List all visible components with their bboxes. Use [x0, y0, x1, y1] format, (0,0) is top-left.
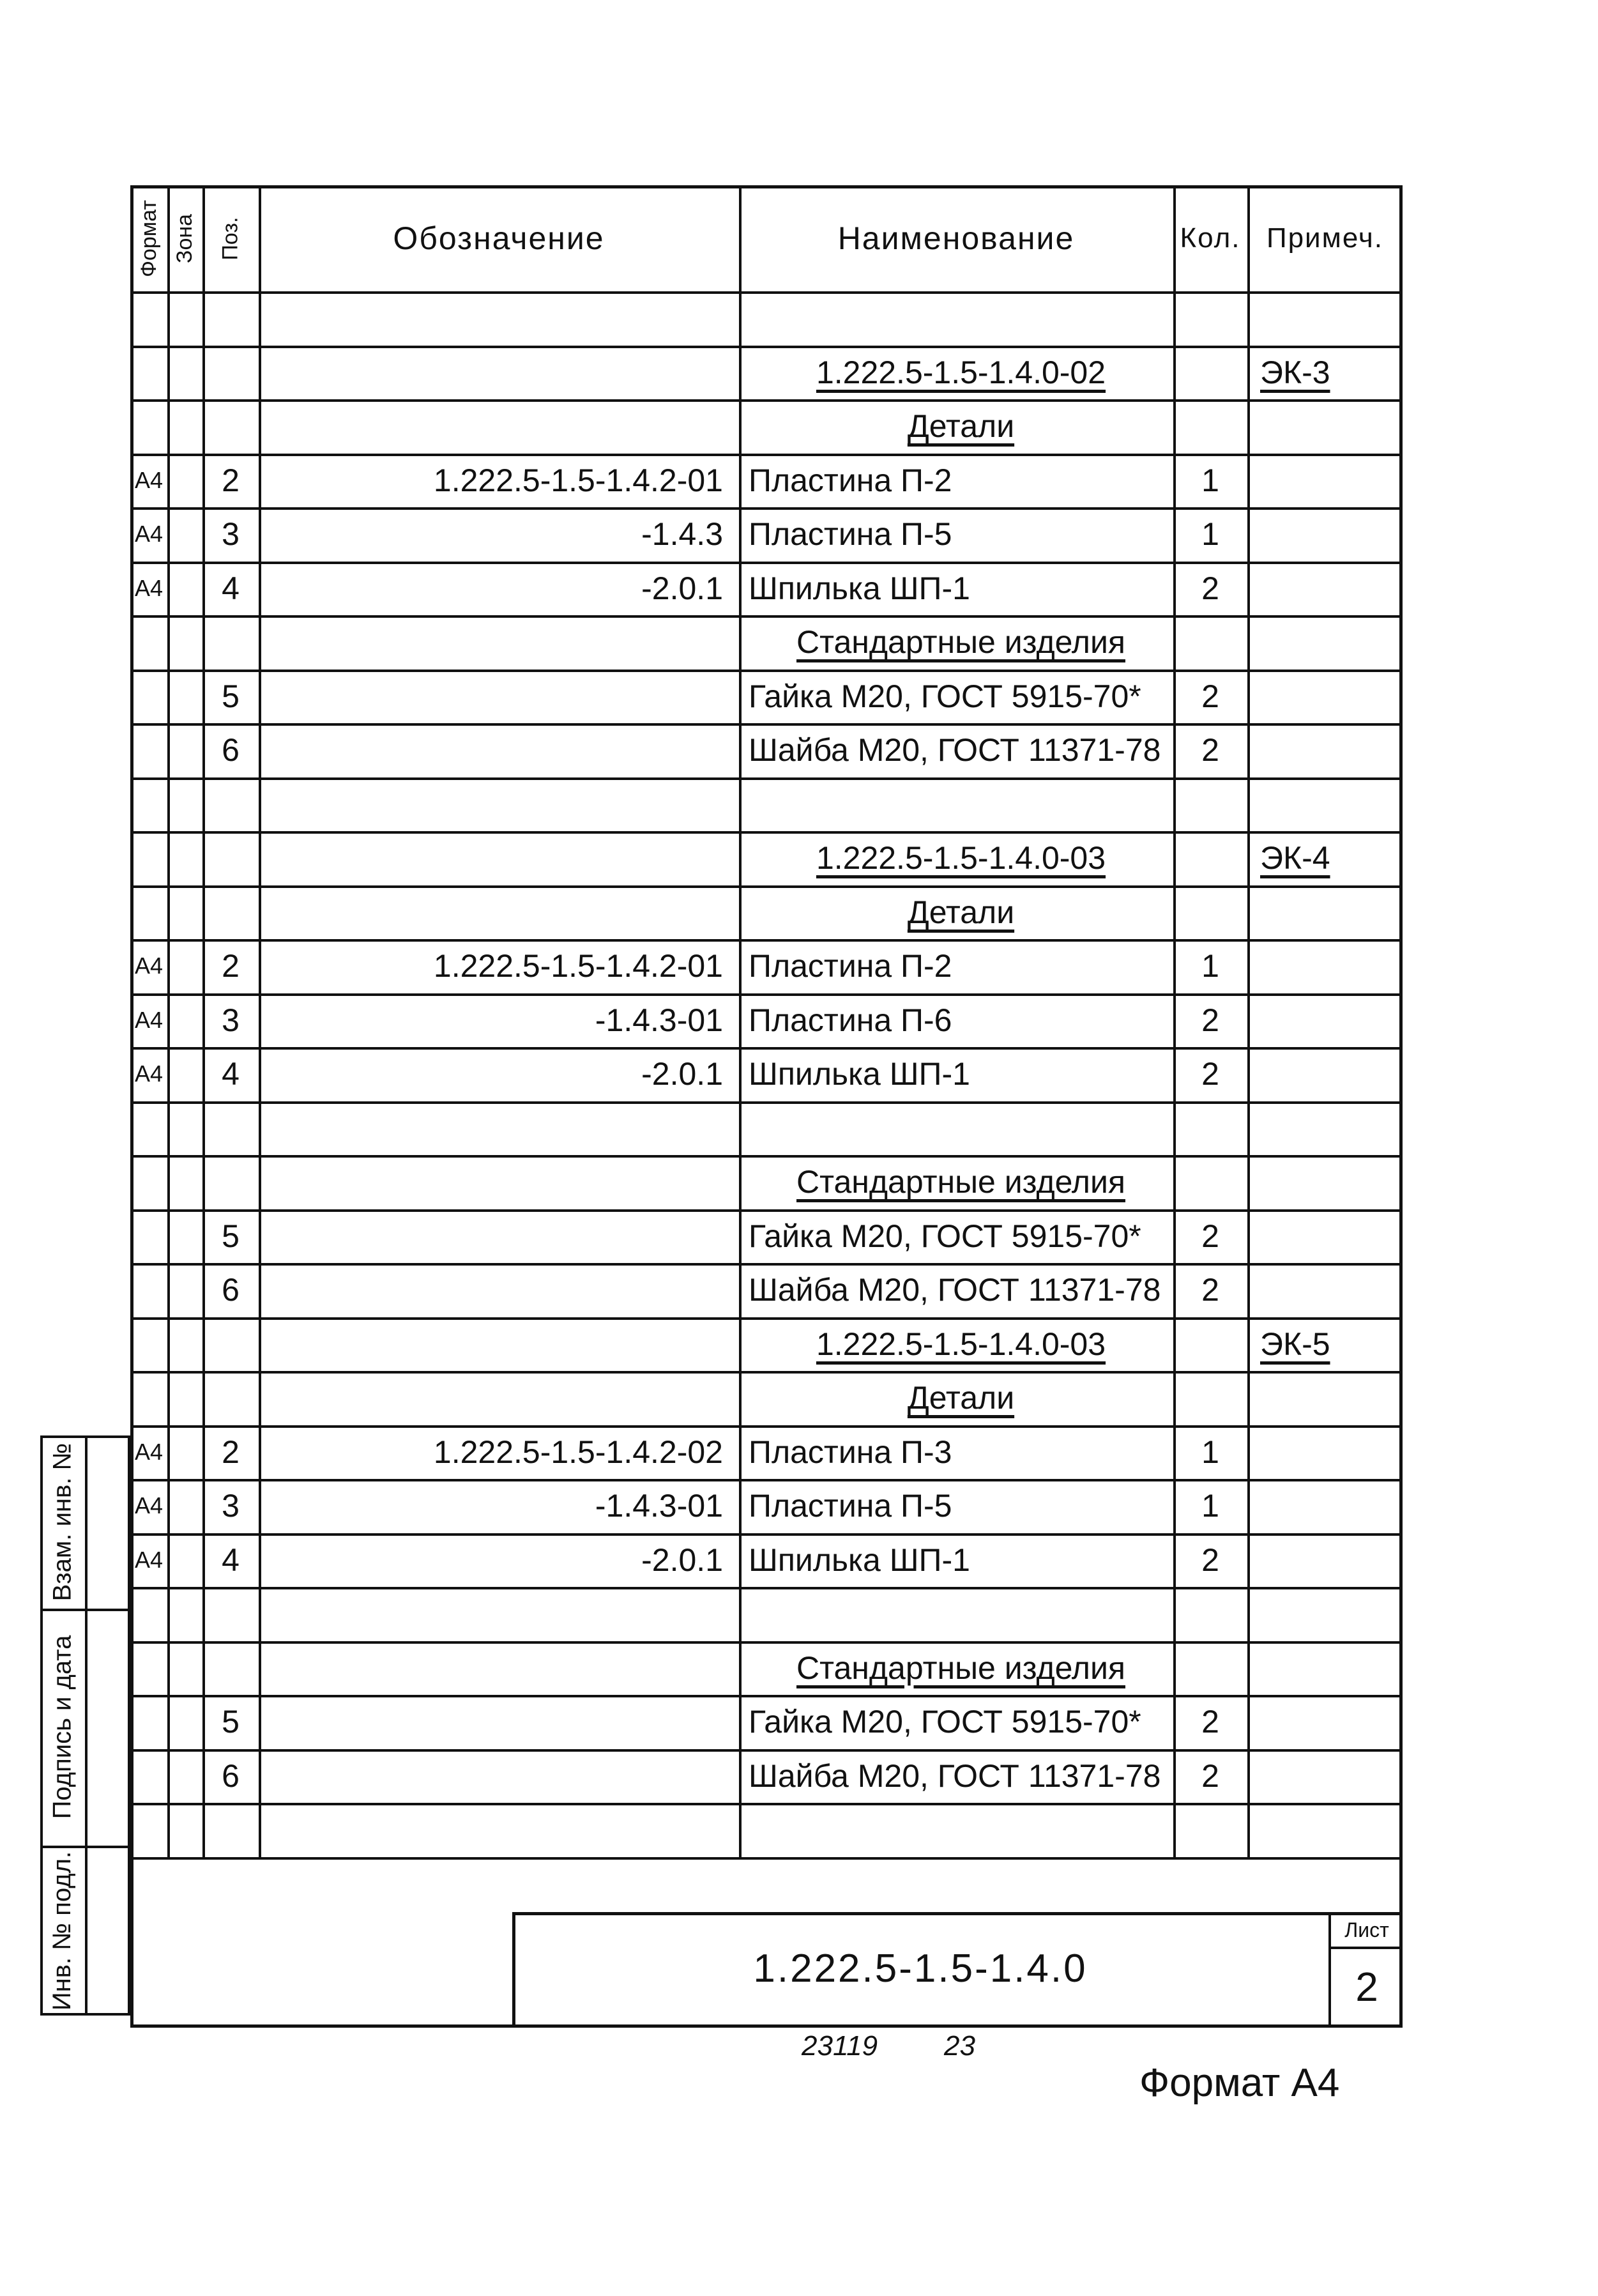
cell-pos — [202, 1425, 259, 1479]
cell-designation-text: 1.222.5-1.5-1.4.2-01 — [433, 462, 723, 498]
cell-pos-text: 3 — [222, 1002, 240, 1038]
cell-qty-text: 2 — [1201, 1704, 1219, 1740]
cell-name-text: Детали — [907, 894, 1015, 930]
cell-qty — [1173, 562, 1247, 615]
cell-qty — [1173, 1533, 1247, 1587]
cell-name — [739, 1695, 1173, 1749]
cell-format — [130, 562, 167, 615]
cell-pos-text: 4 — [222, 570, 240, 606]
cell-qty — [1173, 507, 1247, 561]
cell-note-text: ЭК-4 — [1260, 840, 1330, 876]
cell-name — [739, 831, 1173, 885]
cell-name — [739, 1533, 1173, 1587]
cell-name-text: Пластина П-5 — [749, 1488, 952, 1524]
cell-format-text: А4 — [134, 1492, 164, 1519]
cell-format — [130, 1425, 167, 1479]
cell-pos-text: 4 — [222, 1542, 240, 1578]
cell-name — [739, 562, 1173, 615]
cell-format — [130, 1047, 167, 1101]
signature-date-label: Подпись и дата — [48, 1635, 77, 1819]
cell-qty — [1173, 1209, 1247, 1263]
cell-qty — [1173, 939, 1247, 993]
cell-format — [130, 939, 167, 993]
sheet-number: 2 — [1355, 1964, 1378, 2010]
cell-pos-text: 4 — [222, 1056, 240, 1092]
header-zone-label: Зона — [172, 213, 197, 263]
cell-format-text: А4 — [134, 1060, 164, 1087]
cell-pos-text: 3 — [222, 1488, 240, 1524]
cell-name-text: Гайка М20, ГОСТ 5915-70* — [749, 678, 1141, 714]
cell-name — [739, 885, 1173, 939]
row-divider — [130, 1101, 1403, 1104]
cell-name-text: Стандартные изделия — [796, 624, 1125, 660]
cell-designation — [259, 1479, 739, 1533]
cell-designation — [259, 454, 739, 507]
cell-name-text: 1.222.5-1.5-1.4.0-02 — [816, 354, 1106, 390]
cell-name — [739, 1155, 1173, 1209]
cell-qty — [1173, 1047, 1247, 1101]
cell-name-text: Шайба М20, ГОСТ 11371-78 — [749, 732, 1161, 768]
cell-name — [739, 1371, 1173, 1425]
cell-qty-text: 2 — [1201, 732, 1219, 768]
cell-designation — [259, 993, 739, 1047]
sheet-label: Лист — [1344, 1918, 1389, 1941]
cell-designation — [259, 1047, 739, 1101]
cell-name-text: Пластина П-6 — [749, 1002, 952, 1038]
cell-note-text: ЭК-3 — [1260, 354, 1330, 390]
row-divider — [130, 1803, 1403, 1805]
cell-name — [739, 399, 1173, 453]
cell-designation-text: -2.0.1 — [641, 570, 723, 606]
cell-format — [130, 1479, 167, 1533]
cell-qty — [1173, 1425, 1247, 1479]
cell-qty-text: 2 — [1201, 1757, 1219, 1794]
cell-note — [1247, 831, 1403, 885]
cell-qty — [1173, 1263, 1247, 1317]
cell-name-text: Детали — [907, 1380, 1015, 1416]
header-designation: Обозначение — [393, 220, 605, 256]
cell-qty-text: 1 — [1201, 1488, 1219, 1524]
cell-designation — [259, 1425, 739, 1479]
cell-name — [739, 454, 1173, 507]
cell-pos — [202, 1209, 259, 1263]
signature-date-field — [40, 1609, 85, 1846]
cell-qty — [1173, 670, 1247, 723]
cell-name-text: Гайка М20, ГОСТ 5915-70* — [749, 1704, 1141, 1740]
cell-pos — [202, 993, 259, 1047]
column-divider — [167, 185, 170, 1857]
cell-qty-text: 1 — [1201, 1434, 1219, 1470]
cell-pos-text: 2 — [222, 1434, 240, 1470]
cell-name-text: Шпилька ШП-1 — [749, 1542, 970, 1578]
cell-designation-text: -2.0.1 — [641, 1056, 723, 1092]
cell-designation — [259, 1533, 739, 1587]
cell-designation-text: -1.4.3 — [641, 516, 723, 552]
cell-qty — [1173, 1749, 1247, 1803]
cell-pos — [202, 507, 259, 561]
cell-name — [739, 346, 1173, 399]
cell-pos-text: 5 — [222, 1704, 240, 1740]
header-note: Примеч. — [1266, 222, 1384, 254]
replacement-inv-field — [40, 1435, 85, 1609]
cell-designation-text: 1.222.5-1.5-1.4.2-02 — [433, 1434, 723, 1470]
cell-qty — [1173, 1479, 1247, 1533]
cell-format — [130, 454, 167, 507]
cell-qty — [1173, 454, 1247, 507]
cell-name-text: Шайба М20, ГОСТ 11371-78 — [749, 1757, 1161, 1794]
cell-pos-text: 5 — [222, 678, 240, 714]
cell-name-text: Стандартные изделия — [796, 1649, 1125, 1686]
cell-name — [739, 507, 1173, 561]
cell-qty-text: 2 — [1201, 1056, 1219, 1092]
cell-qty-text: 2 — [1201, 570, 1219, 606]
cell-name-text: Пластина П-5 — [749, 516, 952, 552]
cell-name-text: Пластина П-2 — [749, 948, 952, 984]
cell-designation — [259, 939, 739, 993]
page-number: 23 — [944, 2030, 975, 2062]
cell-qty — [1173, 1695, 1247, 1749]
document-code: 1.222.5-1.5-1.4.0 — [753, 1946, 1088, 1991]
cell-designation-text: -1.4.3-01 — [595, 1002, 723, 1038]
cell-name — [739, 1479, 1173, 1533]
cell-pos — [202, 562, 259, 615]
cell-qty-text: 2 — [1201, 1002, 1219, 1038]
cell-format — [130, 1533, 167, 1587]
cell-name — [739, 1317, 1173, 1371]
column-divider — [1247, 185, 1250, 1857]
order-number: 23119 — [802, 2030, 878, 2062]
cell-name — [739, 1209, 1173, 1263]
cell-name-text: Пластина П-2 — [749, 462, 952, 498]
cell-name — [739, 1641, 1173, 1695]
header-zone — [167, 185, 202, 291]
cell-name-text: Шпилька ШП-1 — [749, 1056, 970, 1092]
cell-pos-text: 6 — [222, 1272, 240, 1308]
cell-name — [739, 1263, 1173, 1317]
cell-qty — [1173, 993, 1247, 1047]
cell-name — [739, 615, 1173, 669]
cell-name — [739, 1047, 1173, 1101]
cell-pos — [202, 939, 259, 993]
cell-designation — [259, 562, 739, 615]
cell-pos-text: 2 — [222, 948, 240, 984]
inv-original-label: Инв. № подл. — [48, 1851, 77, 2010]
cell-pos — [202, 1047, 259, 1101]
cell-name — [739, 723, 1173, 777]
cell-pos — [202, 723, 259, 777]
cell-qty-text: 2 — [1201, 1272, 1219, 1308]
cell-qty-text: 1 — [1201, 462, 1219, 498]
cell-name — [739, 670, 1173, 723]
cell-pos-text: 6 — [222, 732, 240, 768]
cell-pos-text: 6 — [222, 1757, 240, 1794]
cell-note-text: ЭК-5 — [1260, 1326, 1330, 1362]
header-pos — [202, 185, 259, 291]
cell-qty-text: 2 — [1201, 1542, 1219, 1578]
cell-designation-text: -2.0.1 — [641, 1542, 723, 1578]
cell-pos — [202, 1479, 259, 1533]
cell-format-text: А4 — [134, 953, 164, 979]
cell-note — [1247, 346, 1403, 399]
cell-name-text: 1.222.5-1.5-1.4.0-03 — [816, 840, 1106, 876]
side-stamp-divider — [85, 1435, 88, 2016]
cell-name-text: 1.222.5-1.5-1.4.0-03 — [816, 1326, 1106, 1362]
replacement-inv-label: Взам. инв. № — [48, 1443, 77, 1602]
cell-pos — [202, 1263, 259, 1317]
header-format — [130, 185, 167, 291]
row-divider — [130, 777, 1403, 780]
cell-format-text: А4 — [134, 521, 164, 547]
cell-note — [1247, 1317, 1403, 1371]
cell-name — [739, 993, 1173, 1047]
format-label: Формат А4 — [1139, 2061, 1340, 2105]
cell-format-text: А4 — [134, 1438, 164, 1465]
inv-original-field — [40, 1846, 85, 2016]
cell-name — [739, 1749, 1173, 1803]
row-divider — [130, 1857, 1403, 1860]
cell-designation-text: 1.222.5-1.5-1.4.2-01 — [433, 948, 723, 984]
cell-pos-text: 2 — [222, 462, 240, 498]
cell-pos-text: 3 — [222, 516, 240, 552]
header-pos-label: Поз. — [218, 217, 243, 260]
cell-pos — [202, 1749, 259, 1803]
cell-pos — [202, 454, 259, 507]
cell-format — [130, 993, 167, 1047]
cell-name-text: Детали — [907, 408, 1015, 444]
cell-name-text: Стандартные изделия — [796, 1164, 1125, 1200]
header-name: Наименование — [837, 220, 1075, 256]
cell-pos-text: 5 — [222, 1218, 240, 1254]
cell-format-text: А4 — [134, 1006, 164, 1033]
header-qty: Кол. — [1180, 222, 1241, 254]
row-divider — [130, 1587, 1403, 1589]
cell-format-text: А4 — [134, 466, 164, 493]
cell-pos — [202, 1695, 259, 1749]
cell-pos — [202, 1533, 259, 1587]
cell-qty-text: 2 — [1201, 1218, 1219, 1254]
cell-designation — [259, 507, 739, 561]
cell-designation-text: -1.4.3-01 — [595, 1488, 723, 1524]
row-divider — [130, 291, 1403, 294]
cell-name-text: Гайка М20, ГОСТ 5915-70* — [749, 1218, 1141, 1254]
cell-name — [739, 1425, 1173, 1479]
cell-name-text: Шайба М20, ГОСТ 11371-78 — [749, 1272, 1161, 1308]
cell-name — [739, 939, 1173, 993]
cell-qty-text: 1 — [1201, 948, 1219, 984]
cell-qty — [1173, 723, 1247, 777]
cell-qty-text: 1 — [1201, 516, 1219, 552]
cell-format-text: А4 — [134, 1546, 164, 1573]
header-format-label: Формат — [136, 199, 161, 277]
cell-format — [130, 507, 167, 561]
cell-qty-text: 2 — [1201, 678, 1219, 714]
cell-name-text: Шпилька ШП-1 — [749, 570, 970, 606]
cell-pos — [202, 670, 259, 723]
cell-name-text: Пластина П-3 — [749, 1434, 952, 1470]
cell-format-text: А4 — [134, 574, 164, 601]
